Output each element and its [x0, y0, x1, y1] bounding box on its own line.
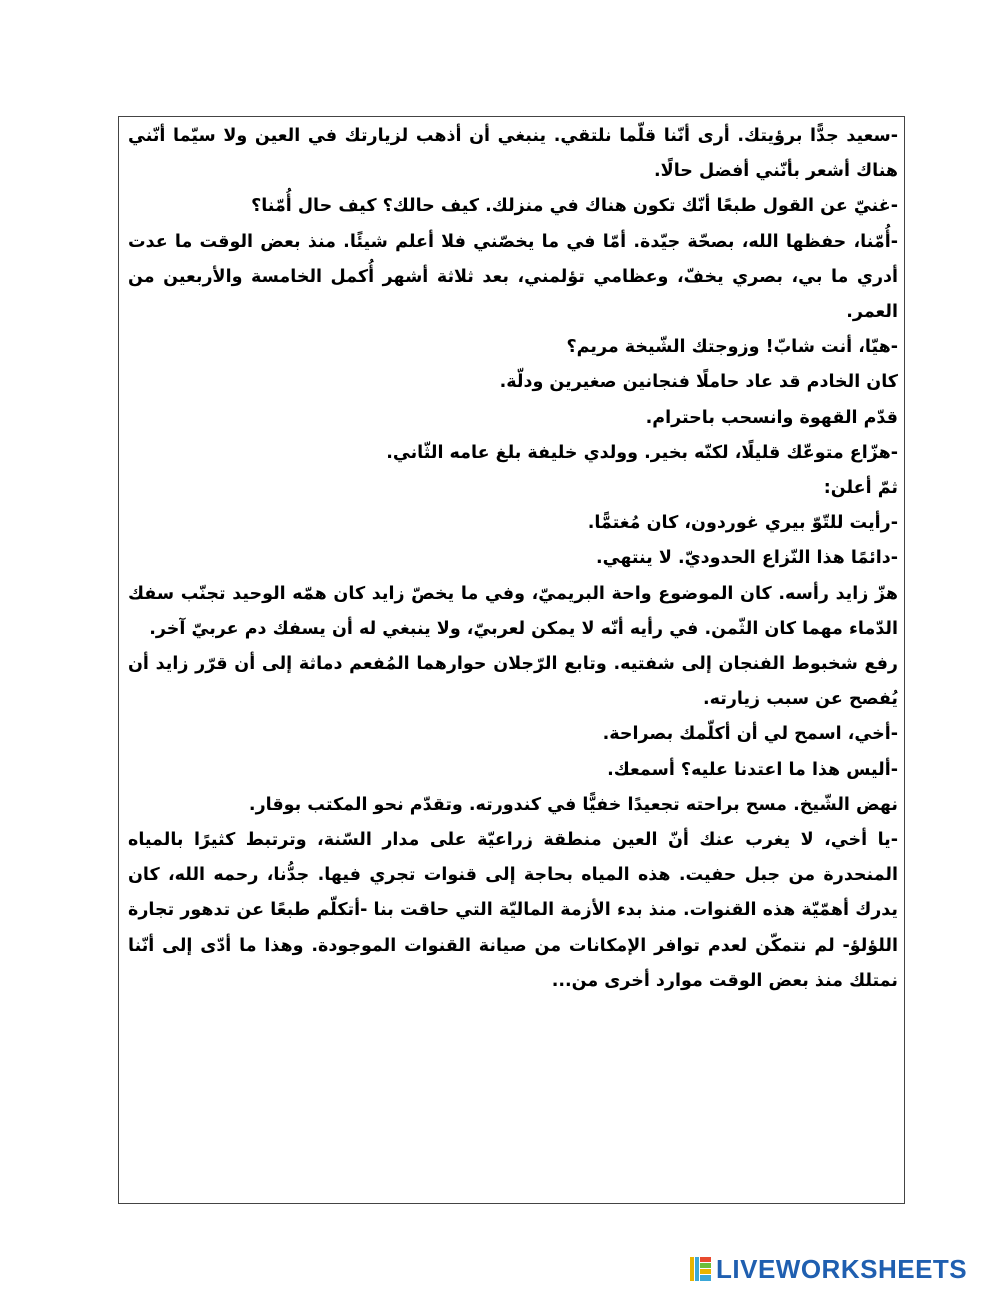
paragraph: -أخي، اسمح لي أن أكلّمك بصراحة. [602, 724, 898, 745]
paragraph: كان الخادم قد عاد حاملًا فنجانين صغيرين ودلّة. [499, 372, 898, 393]
paragraph: ثمّ أعلن: [823, 478, 898, 499]
paragraph: -يا أخي، لا يغرب عنك أنّ العين منطقة زراعيّة على مدار السّنة، وترتبط كثيرًا بالمياه المنحدرة من جبل حفيت. هذه المياه بحاجة إلى قنوات تجري فيها. جدُّنا، رحمه الله، كان يدرك أهمّيّة هذه القنوات. منذ بدء الأزمة الماليّة التي حاقت بنا -أتكلّم طبعًا عن تدهور تجارة اللؤلؤ- لم نتمكّن لعدم توافر الإمكانات من صيانة القنوات الموجودة. وهذا ما أدّى إلى أنّنا نمتلك منذ بعض الوقت موارد أخرى من... [128, 830, 898, 991]
paragraph: قدّم القهوة وانسحب باحترام. [645, 407, 898, 428]
paragraph: -هيّا، أنت شابّ! وزوجتك الشّيخة مريم؟ [566, 337, 898, 358]
paragraph: نهض الشّيخ. مسح براحته تجعيدًا خفيًّا في كندورته. وتقدّم نحو المكتب بوقار. [248, 794, 898, 815]
paragraph: رفع شخبوط الفنجان إلى شفتيه. وتابع الرّجلان حوارهما المُفعم دماثة إلى أن قرّر زايد أن يُفصح عن سبب زيارته. [128, 654, 898, 710]
liveworksheets-logo[interactable] [690, 1252, 967, 1286]
paragraph: -أليس هذا ما اعتدنا عليه؟ أسمعك. [607, 759, 898, 780]
paragraph: هزّ زايد رأسه. كان الموضوع واحة البريميّ، وفي ما يخصّ زايد كان همّه الوحيد تجنّب سفك الدّماء مهما كان الثّمن. في رأيه أنّه لا يمكن لعربيّ، ولا ينبغي له أن يسفك دم عربيّ آخر. [128, 583, 898, 639]
paragraph: -سعيد جدًّا برؤيتك. أرى أنّنا قلّما نلتقي. ينبغي أن أذهب لزيارتك في العين ولا سيّما أنّني هناك أشعر بأنّني أفضل حالًا. [128, 126, 898, 182]
paragraph: -دائمًا هذا النّزاع الحدوديّ. لا ينتهي. [595, 548, 898, 569]
logo-text: LIVEWORKSHEETS [716, 1253, 968, 1284]
paragraph: -رأيت للتّوّ بيري غوردون، كان مُغتمًّا. [587, 513, 898, 534]
paragraph: -هزّاع متوعّك قليلًا، لكنّه بخير. وولدي خليفة بلغ عامه الثّاني. [386, 442, 898, 463]
liveworksheets-logo-icon [690, 1256, 712, 1282]
story-text [128, 119, 898, 999]
paragraph: -غنيّ عن القول طبعًا أنّك تكون هناك في منزلك. كيف حالك؟ كيف حال أُمّنا؟ [251, 196, 898, 217]
paragraph: -أُمّنا، حفظها الله، بصحّة جيّدة. أمّا في ما يخصّني فلا أعلم شيئًا. منذ بعض الوقت ما عدت أدري ما بي، بصري يخفّ، وعظامي تؤلمني، بعد ثلاثة أشهر أُكمل الخامسة والأربعين من العمر. [128, 231, 898, 323]
